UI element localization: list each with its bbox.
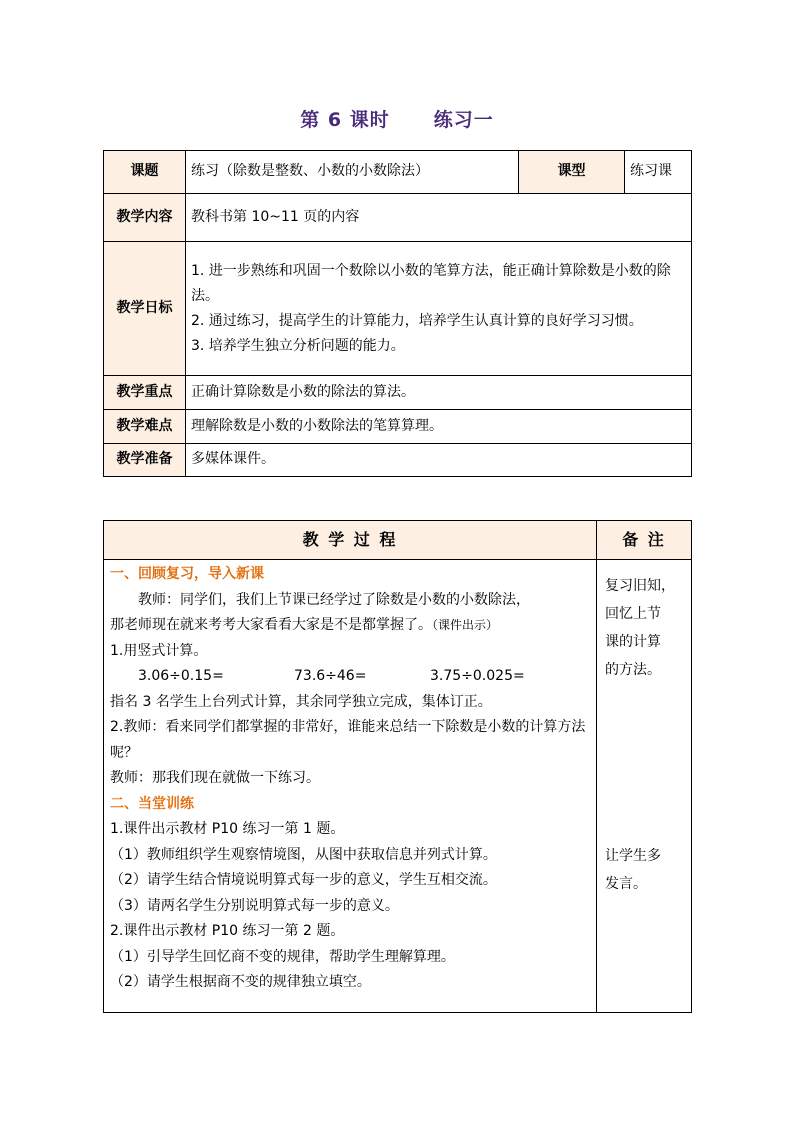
teaching-process-table (103, 520, 692, 1013)
paragraph (110, 613, 591, 639)
note-line: 课的计算 (605, 634, 661, 650)
paragraph: （2）请学生结合情境说明算式每一步的意义，学生互相交流。 (110, 872, 497, 888)
paragraph: （3）请两名学生分别说明算式每一步的意义。 (110, 897, 399, 914)
content-value: 教科书第 10~11 页的内容 (186, 194, 692, 242)
paragraph-text: 那老师现在就来考考大家看看大家是不是都掌握了。 (110, 617, 432, 633)
note-line: 回忆上节 (605, 606, 661, 622)
note-review (605, 572, 687, 684)
type-value: 练习课 (625, 151, 692, 194)
goal-item: 2. 通过练习，提高学生的计算能力，培养学生认真计算的良好学习习惯。 (191, 312, 643, 329)
paragraph: 2.教师：看来同学们都掌握的非常好，谁能来总结一下除数是小数的计算方法呢？ (110, 719, 586, 761)
focus-value: 正确计算除数是小数的除法的算法。 (186, 376, 692, 410)
topic-label: 课题 (104, 151, 186, 194)
section-review-heading: 一、回顾复习，导入新课 (110, 566, 264, 582)
lesson-name: 练习一 (433, 109, 494, 131)
calculation-exercises (110, 664, 591, 690)
prep-label: 教学准备 (104, 444, 186, 477)
lesson-number: 第 6 课时 (300, 109, 390, 131)
lesson-info-table (103, 150, 692, 477)
difficulty-value: 理解除数是小数的小数除法的笔算算理。 (186, 410, 692, 444)
difficulty-row (104, 410, 692, 444)
process-body-row (104, 560, 692, 1013)
content-label: 教学内容 (104, 194, 186, 242)
topic-value: 练习（除数是整数、小数的小数除法） (186, 151, 519, 194)
calc-item: 73.6÷46= (294, 668, 367, 684)
topic-row (104, 151, 692, 194)
page-title (0, 105, 794, 132)
note-line: 的方法。 (605, 662, 661, 678)
calc-item: 3.75÷0.025= (430, 668, 525, 684)
content-row (104, 194, 692, 242)
difficulty-label: 教学难点 (104, 410, 186, 444)
note-line: 发言。 (605, 876, 647, 892)
courseware-note: （课件出示） (432, 618, 499, 632)
process-content (104, 560, 597, 1013)
goals-value (186, 242, 692, 376)
goals-label: 教学日标 (104, 242, 186, 376)
paragraph: （1）教师组织学生观察情境图，从图中获取信息并列式计算。 (110, 846, 497, 863)
process-header: 教 学 过 程 (104, 521, 597, 560)
note-line: 让学生多 (605, 848, 661, 864)
paragraph: 教师：同学们，我们上节课已经学过了除数是小数的小数除法， (138, 591, 530, 608)
goal-item: 3. 培养学生独立分析问题的能力。 (191, 337, 405, 354)
prep-row (104, 444, 692, 477)
paragraph: （2）请学生根据商不变的规律独立填空。 (110, 974, 371, 990)
notes-column (597, 560, 692, 1013)
paragraph: 1.课件出示教材 P10 练习一第 1 题。 (110, 821, 345, 837)
section-practice-heading: 二、当堂训练 (110, 795, 194, 812)
calc-item: 3.06÷0.15= (138, 668, 224, 684)
paragraph: 指名 3 名学生上台列式计算，其余同学独立完成，集体订正。 (110, 693, 492, 710)
paragraph: 教师：那我们现在就做一下练习。 (110, 770, 320, 786)
note-line: 复习旧知， (605, 578, 675, 594)
paragraph: 1.用竖式计算。 (110, 642, 208, 659)
prep-value: 多媒体课件。 (186, 444, 692, 477)
note-practice (605, 842, 687, 898)
goals-row (104, 242, 692, 376)
process-header-row (104, 521, 692, 560)
paragraph: （1）引导学生回忆商不变的规律，帮助学生理解算理。 (110, 948, 455, 965)
goal-item: 1. 进一步熟练和巩固一个数除以小数的笔算方法，能正确计算除数是小数的除法。 (191, 262, 671, 304)
paragraph: 2.课件出示教材 P10 练习一第 2 题。 (110, 923, 345, 939)
focus-label: 教学重点 (104, 376, 186, 410)
notes-header: 备 注 (597, 521, 692, 560)
focus-row (104, 376, 692, 410)
type-label: 课型 (519, 151, 625, 194)
